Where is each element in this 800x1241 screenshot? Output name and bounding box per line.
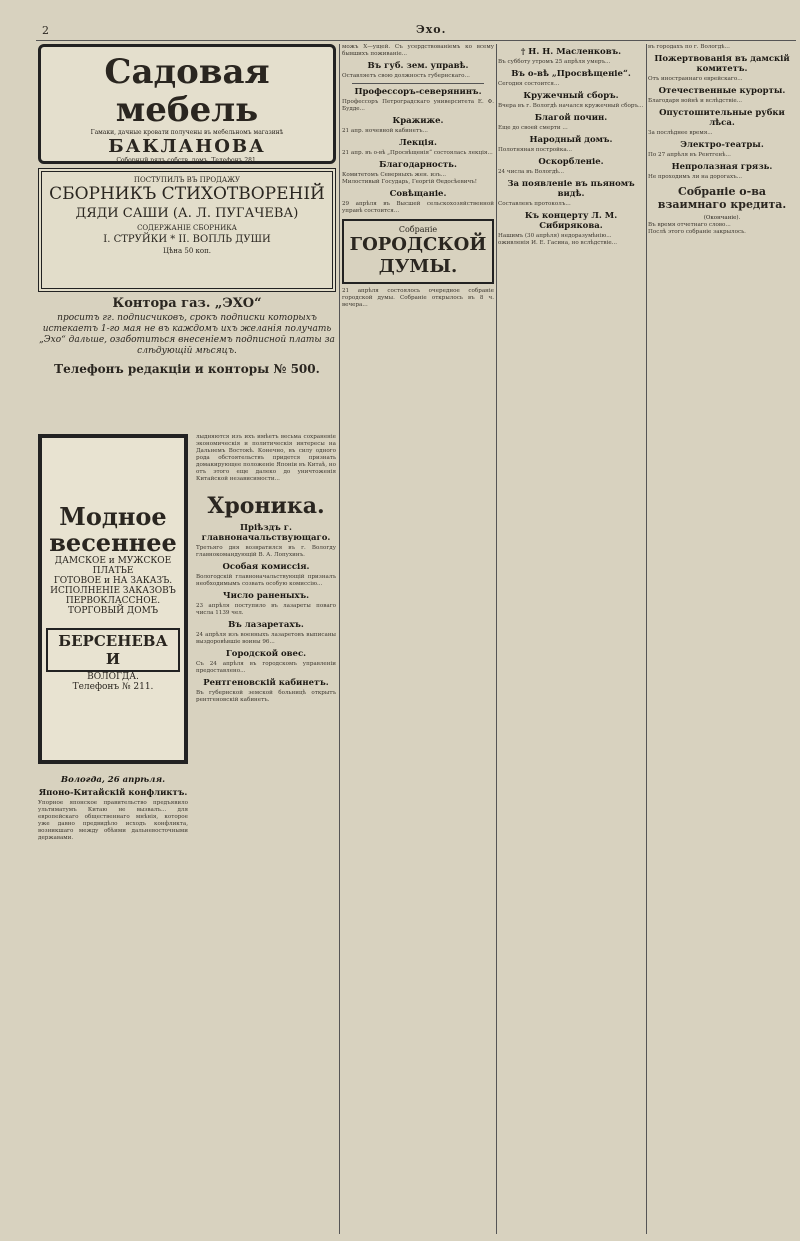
ad-poems-author: ДЯДИ САШИ (А. Л. ПУГАЧЕВА) (75, 206, 299, 221)
article-heading: За появленіе въ пьяномъ видѣ. (507, 179, 635, 199)
article-heading: Пріѣздъ г. главноначальствующаго. (201, 523, 331, 543)
article-heading: Опустошительные рубки лѣса. (659, 108, 785, 128)
column-1-right (196, 434, 336, 704)
article-heading: Японо-Китайскій конфликтъ. (38, 788, 188, 798)
column-rule (496, 44, 497, 1234)
ad-furniture (38, 44, 336, 164)
article-text: Полотняная постройка... (498, 147, 573, 153)
article-heading: Благой почин. (534, 113, 608, 123)
article-text: въ городахъ по г. Вологдѣ... (648, 44, 730, 50)
column-3 (498, 44, 644, 1234)
article-heading: Въ губ. зем. управѣ. (367, 61, 469, 71)
ad-poems-line1: ПОСТУПИЛЪ ВЪ ПРОДАЖУ (133, 176, 241, 184)
ad-dress-l3: ГОТОВОЕ и НА ЗАКАЗЪ. (53, 576, 173, 586)
article-heading: Кружечный сборъ. (523, 91, 619, 101)
ad-poems-contents: СОДЕРЖАНІЕ СБОРНИКА (137, 224, 237, 232)
ad-poems-title: СБОРНИКЪ СТИХОТВОРЕНІЙ (49, 184, 325, 204)
duma-heading-large: ГОРОДСКОЙ ДУМЫ. (349, 234, 487, 277)
ad-dress-city: ВОЛОГДА. (87, 672, 139, 682)
article-text: Не проходимъ ли на дорогахъ... (648, 174, 743, 180)
ad-furniture-title: Садовая мебель (104, 52, 270, 130)
column-rule (646, 44, 647, 1234)
ad-dress-tel: Телефонъ № 211. (72, 682, 154, 692)
article-heading: Собраніе о-ва взаимнаго кредита. (657, 185, 787, 211)
article-text: 21 апрѣля состоялось очередное собраніе городской думы. Собраніе открылось въ 8 ч. вечера... (342, 288, 494, 308)
duma-box (342, 219, 494, 284)
dateline: Вологда, 26 апрѣля. (60, 775, 166, 785)
article-heading: Рентгеновскій кабинетъ. (203, 678, 329, 688)
article-text: Въ время отчетнаго слово... (648, 222, 731, 228)
article-text: По 27 апрѣля въ Рентгенѣ... (648, 152, 731, 158)
column-4 (648, 44, 796, 1234)
column-1-bottom (38, 772, 188, 842)
ad-dress-l1: Модное весеннее (49, 502, 177, 557)
article-text: Милостивый Государь, Георгій Ѳедосѣевичъ! (342, 179, 477, 185)
article-text: Вчера въ г. Вологдѣ начался кружечный сборъ... (498, 103, 644, 109)
article-heading: Пожертвованія въ дамскій комитетъ. (654, 54, 790, 74)
article-heading: Въ лазаретахъ. (228, 620, 304, 630)
ad-dress-l2: ДАМСКОЕ и МУЖСКОЕ ПЛАТЬЕ (54, 556, 172, 576)
ad-dress-l4: ИСПОЛНЕНІЕ ЗАКАЗОВЪ ПЕРВОКЛАССНОЕ. (50, 586, 176, 606)
article-heading: Отечественные курорты. (658, 86, 786, 96)
article-text: лыдняются изъ ихъ имѣетъ весьма сохраненіе экономическія и политическія интересы на Дальнемъ Востокѣ. Конечно, въ силу одного рода обстоятельствъ придется признать домакирующее положеніе Японіи въ Китаѣ, но отъ этого еще далеко до уничтоженія Китайской независимости... (196, 434, 336, 482)
article-text: Упорное японское правительство предъявило ультиматумъ Китаю не вызвалъ... для европейскаго общественнаго мнѣнія, которое уже давно предвидѣло исходъ конфликта, возникшаго между обѣими дальневосточными державами. (38, 800, 188, 841)
article-subheading: (Окончаніе). (703, 215, 741, 221)
article-text: Сегодня состоится... (498, 81, 560, 87)
article-text: Профессоръ Петроградскаго университета Е. Ф. Будде... (342, 99, 494, 112)
article-heading: Народный домъ. (529, 135, 613, 145)
article-text: Оставляетъ свою должность губернскаго... (342, 73, 470, 79)
ad-dress-store: БЕРСЕНЕВА И (46, 628, 180, 672)
article-heading: Лекція. (399, 138, 437, 148)
ad-poems-parts: I. СТРУЙКИ * II. ВОПЛЬ ДУШИ (103, 234, 271, 245)
article-heading: Къ концерту Л. М. Сибирякова. (524, 211, 618, 231)
ad-furniture-address: Соборный рядъ собств. домъ. Телефонъ 281. (116, 157, 258, 164)
duma-heading-small: Собраніе (398, 225, 438, 234)
column-2 (342, 44, 494, 1234)
article-text: 23 апрѣля поступило въ лазареты поваго числа 1139 чел. (196, 603, 336, 616)
page-number: 2 (42, 24, 49, 37)
kontora-text: проситъ гг. подписчиковъ, срокъ подписки которыхъ истекаетъ 1-го мая не въ каждомъ ихъ желанія получать „Эхо“ дальше, озаботиться внесеніемъ подписной платы за слѣдующій мѣсяцъ. (39, 313, 335, 356)
article-text: 24 числа въ Вологдѣ... (498, 169, 565, 175)
article-heading: Особая комиссія. (222, 562, 310, 572)
article-text: Благодаря войнѣ и вслѣдствіе... (648, 98, 743, 104)
newspaper-title: Эхо. (416, 23, 447, 36)
column-1 (38, 44, 336, 1234)
article-heading: Въ о-вѣ „Просвѣщеніе“. (511, 69, 631, 79)
article-text: Еще до своей смерти ... (498, 125, 568, 131)
article-text: Въ губернской земской больницѣ открытъ рентгеновскій кабинетъ. (196, 690, 336, 703)
article-text: Комитетомъ Северныхъ жен. изъ... (342, 172, 447, 178)
page-header (36, 22, 796, 41)
article-text: Послѣ этого собраніе закрылось. (648, 229, 746, 235)
article-text: Третьяго дня возвратился въ г. Вологду главнокомандующій В. А. Лопухинъ. (196, 545, 336, 558)
ad-dress (38, 434, 188, 764)
article-text: 29 апрѣля въ Высшей сельскохозяйственной управѣ состоится... (342, 201, 494, 214)
ad-poems-price: Цѣна 50 коп. (162, 247, 211, 255)
column-rule (339, 44, 340, 1234)
ad-dress-l5: ТОРГОВЫЙ ДОМЪ (67, 606, 158, 616)
article-heading: Оскорбленіе. (538, 157, 604, 167)
article-text: можъ Х—ущей. Съ усердствованіемъ ко всему бывшихъ поживаніе... (342, 44, 494, 57)
article-heading: Кражиже. (392, 116, 444, 126)
article-text: 24 апрѣля изъ военныхъ лазаретовъ выписаны выздоровѣвшіе воины 96... (196, 632, 336, 645)
article-heading: † Н. Н. Масленковъ. (520, 47, 622, 57)
ad-furniture-subtitle: Гамаки, дачные кровати получены въ мебельномъ магазинѣ (90, 129, 284, 136)
article-text: Вологодскій главноначальствующій призналъ необходимымъ созвать особую комиссію... (196, 574, 336, 587)
article-text: Составленъ протоколъ... (498, 201, 571, 207)
article-heading: Благодарность. (379, 160, 457, 170)
article-heading: Непролазная грязь. (671, 162, 773, 172)
article-text: Отъ иностраннаго еврейскаго... (648, 76, 743, 82)
ad-poems (38, 168, 336, 292)
section-heading: Хроника. (207, 493, 325, 519)
article-heading: Число раненыхъ. (222, 591, 310, 601)
article-text: оживленія И. Е. Гасина, но вслѣдствіе... (498, 240, 618, 246)
article-text: Съ 24 апрѣля въ городскомъ управленіи предоставлено... (196, 661, 336, 674)
article-heading: Совѣщаніе. (389, 189, 447, 199)
article-text: За послѣднее время... (648, 130, 713, 136)
article-heading: Городской овес. (225, 649, 307, 659)
article-heading: Электро-театры. (680, 140, 764, 150)
ad-furniture-name: БАКЛАНОВА (108, 136, 266, 157)
article-text: Въ субботу утромъ 25 апрѣля умеръ... (498, 59, 611, 65)
kontora-title: Контора газ. „ЭХО“ (112, 296, 262, 311)
article-text: 21 апр. въ о-вѣ „Просвѣщенія“ состоялась лекція... (342, 150, 493, 156)
article-text: Нашимъ (30 апрѣля) недоразумѣнію... (498, 233, 612, 239)
article-text: 21 апр. ночевной кабинетъ... (342, 128, 428, 134)
article-heading: Профессоръ-северянинъ. (354, 87, 482, 97)
phone-line: Телефонъ редакціи и конторы № 500. (54, 362, 320, 376)
